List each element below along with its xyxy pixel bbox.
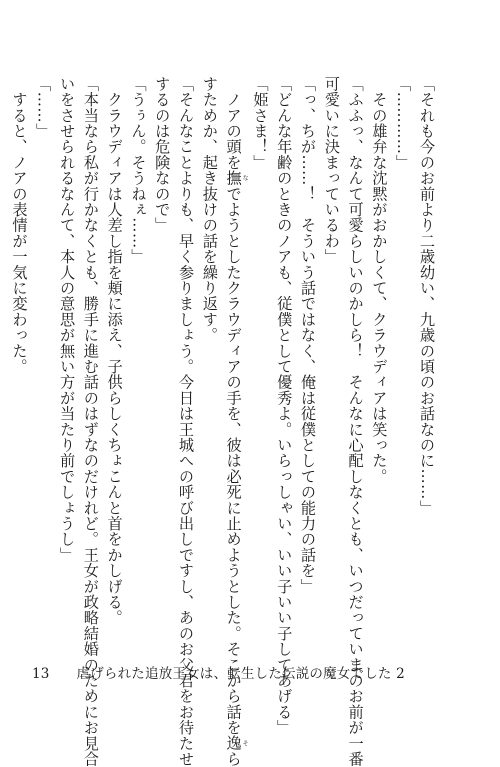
text-line: 「ふふっ、なんて可愛らしいのかしら！ そんなに心配しなくとも、いつだっていまのお前が一番 [346, 76, 365, 767]
text-line: 「…………」 [394, 76, 413, 171]
text-line: すると、ノアの表情が一気に変わった。 [10, 76, 29, 375]
text-line: するのは危険なので」 [153, 76, 172, 233]
text-line: 「っ、ちが……！ そういう話ではなく、俺は従僕としての能力の話を」 [299, 76, 318, 595]
page-footer [32, 662, 405, 682]
text-line: 「うぅん。そうねぇ……」 [129, 76, 148, 265]
text-line: すためか、起き抜けの話を繰り返す。 [200, 76, 219, 343]
book-title: 虐げられた追放王女は、転生した伝説の魔女でした 2 [76, 666, 405, 682]
text-line: 「……」 [34, 76, 53, 139]
text-line: 可愛いに決まっているわ」 [322, 76, 341, 265]
ruby-annotation: 撫な [224, 170, 249, 186]
text-line: 「姫さま！」 [251, 76, 270, 171]
text-line: 「それも今のお前より二歳幼い、九歳の頃のお話なのに……」 [418, 76, 436, 516]
text-line: クラウディアは人差し指を頬に添え、子供らしくちょこんと首をかしげる。 [105, 76, 124, 626]
ruby-annotation: 逸そ [224, 735, 249, 752]
text-line: いをさせられるなんて、本人の意思が無い方が当たり前でしょうし」 [58, 76, 77, 563]
text-line: 「どんな年齢のときのノアも、従僕として優秀よ。いらっしゃい、いい子いい子してあげる」 [275, 76, 294, 736]
text-line: 「本当なら私が行かなくとも、勝手に進む話のはずなのだけれど。王女が政略結婚のためにお見合 [81, 76, 100, 767]
text-line: 「そんなことよりも、早く参りましょう。今日は王城への呼び出しですし、あのお父君をお待たせ [177, 76, 196, 767]
text-line: その雄弁な沈黙がおかしくて、クラウディアは笑った。 [370, 76, 389, 485]
page-number: 13 [32, 666, 50, 682]
text-line: ノアの頭を撫なでようとしたクラウディアの手を、彼は必死に止めようとした。そこから話を逸そら [224, 76, 249, 767]
